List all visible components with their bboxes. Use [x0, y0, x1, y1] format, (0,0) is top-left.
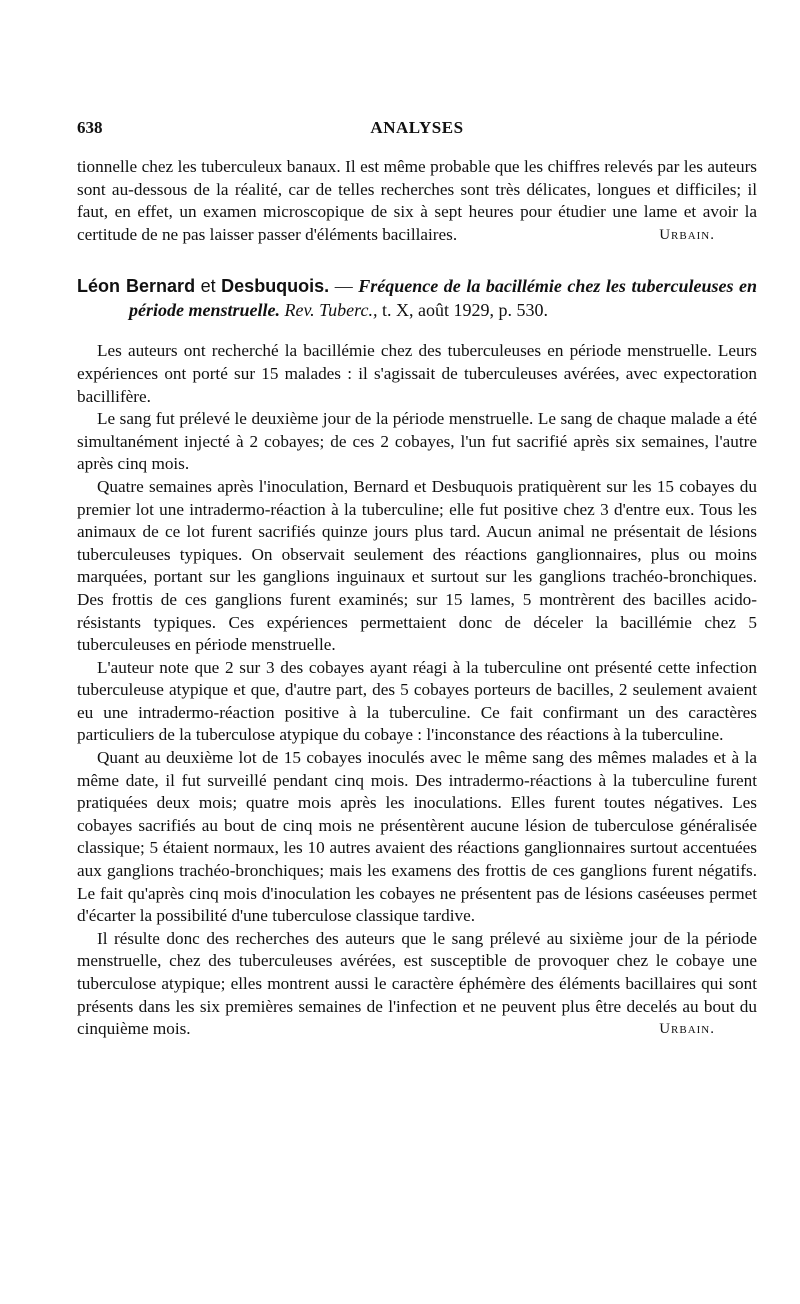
article-body	[77, 340, 757, 1040]
previous-article-signature: Urbain.	[659, 226, 715, 243]
section-title: ANALYSES	[370, 118, 464, 137]
article-reference	[77, 274, 757, 322]
reference-details: t. X, août 1929, p. 530.	[381, 300, 548, 321]
article-paragraph-4: L'auteur note que 2 sur 3 des cobayes ayant réagi à la tuberculine ont présenté cette infection tuberculeuse atypique et que, d'autre part, des 5 cobayes porteurs de bacilles, 2 seulement avaient eu une intradermo-réaction positive à la tuberculine. Ce fait confirmant un des caractères particuliers de la tuberculose atypique du cobaye : l'inconstance des réactions à la tuberculine.	[77, 657, 757, 745]
article-paragraph-5: Quant au deuxième lot de 15 cobayes inoculés avec le même sang des mêmes malades et à la même date, il fut surveillé pendant cinq mois. Des intradermo-réactions à la tuberculine furent pratiquées deux mois; quatre mois après les inoculations. Elles furent toutes négatives. Les cobayes sacrifiés au bout de cinq mois ne présentèrent aucune lésion de tuberculose généralisée classique; 5 étaient normaux, les 10 autres avaient des réactions ganglionnaires surtout accentuées aux ganglions trachéo-bronchiques; mais les examens des frottis de ces ganglions furent négatifs. Le fait qu'après cinq mois d'inoculation les cobayes ne présentent pas de lésions caséeuses permet d'écarter la possibilité d'une tuberculose classique tardive.	[77, 748, 757, 926]
article-paragraph-6-text: Il résulte donc des recherches des auteurs que le sang prélevé au sixième jour de la période menstruelle, chez des tuberculeuses avérées, est susceptible de provoquer chez le cobaye une tuberculose atypique; elles montrent aussi le caractère éphémère des éléments bacillaires qui sont présents dans les six premières semaines de l'infection et ne peuvent plus être decelés au bout du cinquième mois.	[77, 928, 757, 1039]
page-number: 638	[77, 118, 103, 137]
article-paragraph-3: Quatre semaines après l'inoculation, Bernard et Desbuquois pratiquèrent sur les 15 cobayes du premier lot une intradermo-réaction à la tuberculine; elle fut positive chez 3 d'entre eux. Tous les animaux de ce lot furent sacrifiés quinze jours plus tard. Aucun animal ne présentait de lésions tuberculeuses typiques. On observait seulement des réactions ganglionnaires, plus ou moins marquées, portant sur les ganglions inguinaux et surtout sur les ganglions trachéo-bronchiques. Des frottis de ces ganglions furent examinés; sur 15 lames, 5 montrèrent des bacilles acido-résistants typiques. Ces expériences permettaient donc de déceler la bacillémie chez 5 tuberculeuses en période menstruelle.	[77, 476, 757, 655]
reference-dash: —	[334, 276, 353, 297]
article-paragraph-1: Les auteurs ont recherché la bacillémie chez des tuberculeuses en période menstruelle. Leurs expériences ont porté sur 15 malades : il s'agissait de tuberculeuses avérées, avec expectoration bacillifère.	[77, 341, 757, 406]
reference-title: Fréquence de la bacillémie chez les tuberculeuses en période menstruelle.	[129, 276, 758, 321]
running-head	[77, 118, 757, 144]
reference-author-1: Léon Bernard	[77, 276, 196, 297]
article-paragraph-6	[77, 928, 757, 1041]
previous-article-paragraph	[77, 156, 757, 246]
article-signature: Urbain.	[659, 1021, 715, 1038]
journal-page	[77, 118, 757, 1041]
previous-article-text: tionnelle chez les tuberculeux banaux. Il est même probable que les chiffres relevés par les auteurs sont au-dessous de la réalité, car de telles recherches sont très délicates, longues et difficiles; il faut, en effet, un examen microscopique de six à sept heures pour étudier une lame et avoir la certitude de ne pas laisser passer d'éléments bacillaires.	[77, 157, 757, 244]
article-paragraph-2: Le sang fut prélevé le deuxième jour de la période menstruelle. Le sang de chaque malade a été simultanément injecté à 2 cobayes; de ces 2 cobayes, l'un fut sacrifié après six semaines, l'autre après cinq mois.	[77, 409, 757, 474]
reference-journal: Rev. Tuberc.,	[284, 300, 378, 321]
previous-article-ending	[77, 156, 757, 246]
reference-author-2: Desbuquois.	[221, 276, 330, 297]
reference-conjunction: et	[200, 276, 216, 297]
